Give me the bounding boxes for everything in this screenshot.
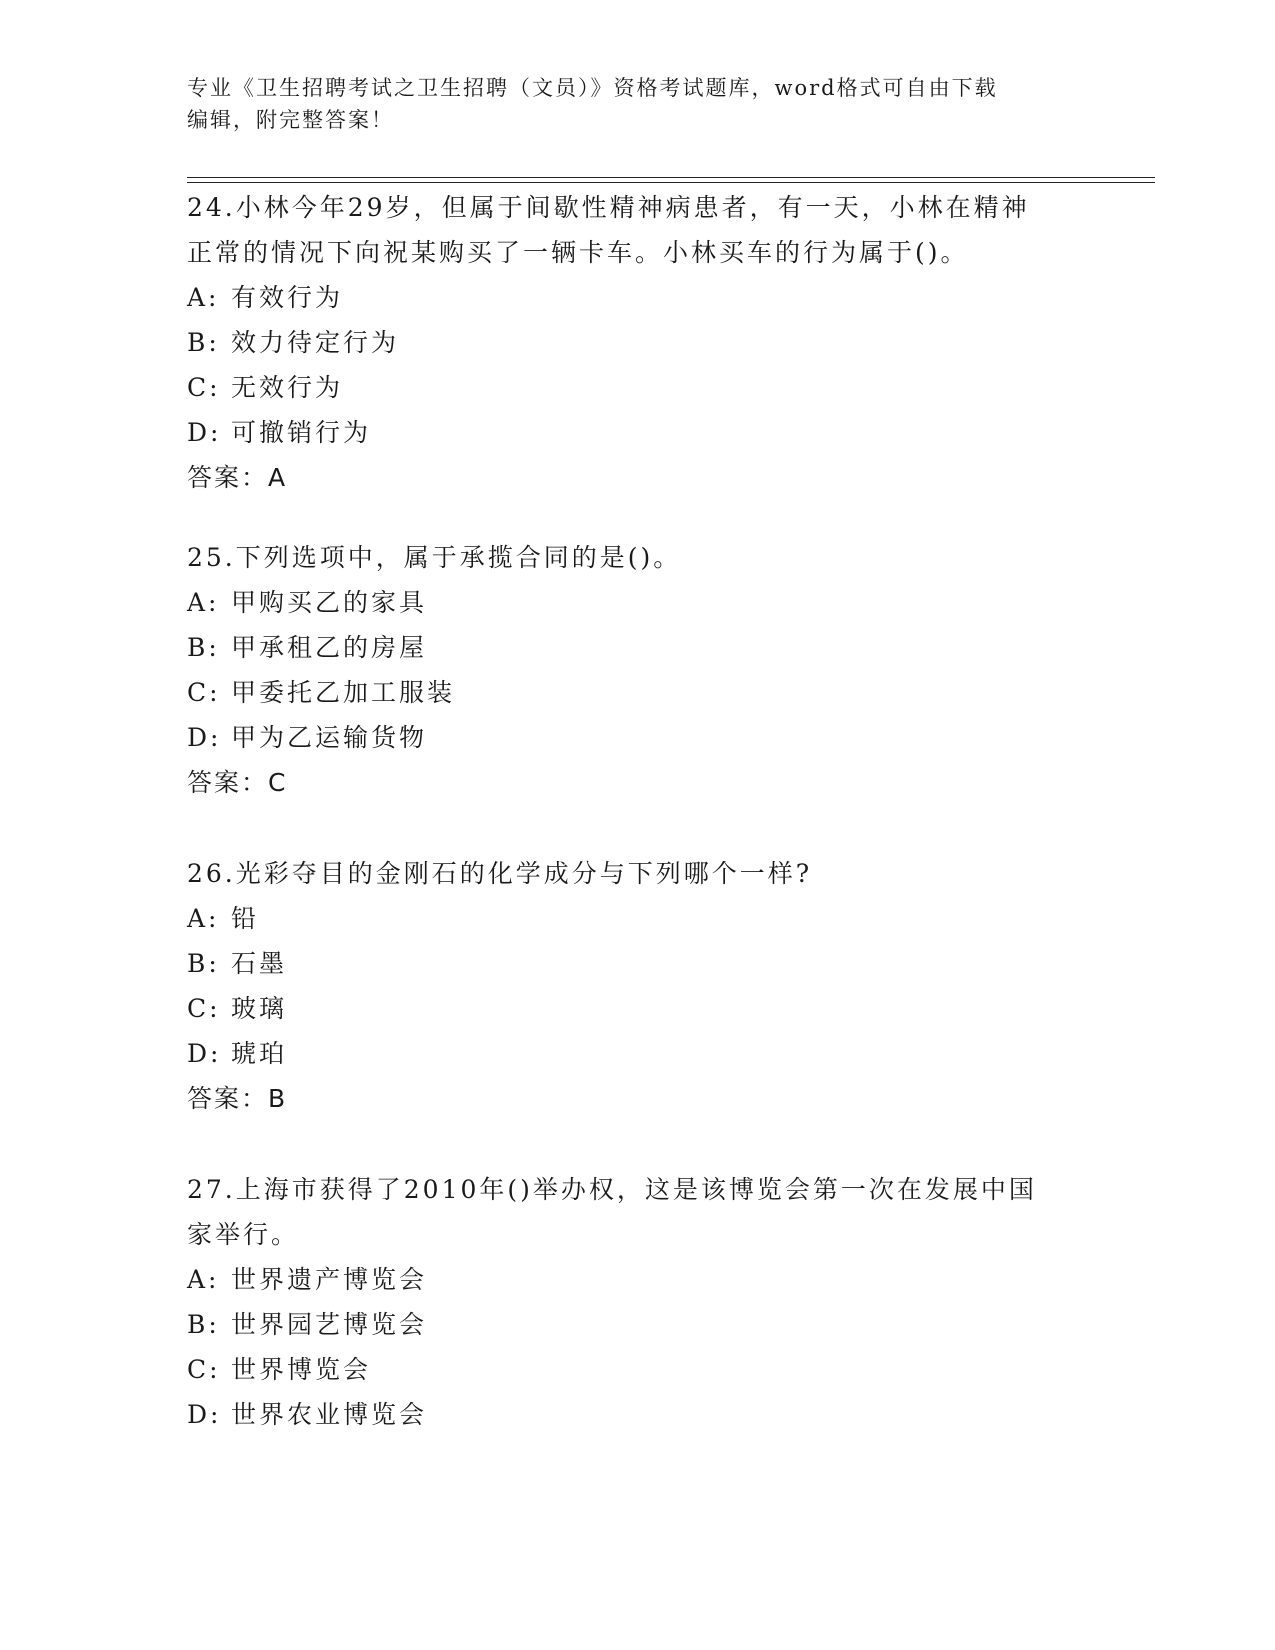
option-key: D: <box>187 1400 222 1429</box>
option-c <box>187 1347 1067 1392</box>
question-stem-line: 26.光彩夺目的金刚石的化学成分与下列哪个一样? <box>187 859 813 888</box>
header-divider-bottom <box>187 182 1155 183</box>
option-c <box>187 670 1067 715</box>
option-a <box>187 1257 1067 1302</box>
option-text: 效力待定行为 <box>231 328 400 357</box>
option-text: 石墨 <box>231 949 288 978</box>
question-24 <box>187 185 1067 500</box>
header-line-1: 专业《卫生招聘考试之卫生招聘（文员）》资格考试题库，word格式可自由下载 <box>187 76 998 100</box>
option-c <box>187 986 1067 1031</box>
question-27 <box>187 1167 1067 1437</box>
option-key: D: <box>187 418 222 447</box>
option-text: 玻璃 <box>231 994 288 1023</box>
header-divider-top <box>187 177 1155 178</box>
option-key: C: <box>187 678 221 707</box>
option-d <box>187 1392 1067 1437</box>
option-b <box>187 320 1067 365</box>
option-text: 世界园艺博览会 <box>231 1310 428 1339</box>
option-d <box>187 1031 1067 1076</box>
option-key: A: <box>187 283 220 312</box>
option-text: 世界遗产博览会 <box>231 1265 428 1294</box>
answer: 答案：B <box>187 1084 288 1113</box>
option-text: 无效行为 <box>231 373 344 402</box>
option-key: B: <box>187 328 220 357</box>
option-text: 世界农业博览会 <box>231 1400 428 1429</box>
document-header <box>187 72 1067 136</box>
option-text: 铅 <box>231 904 260 933</box>
option-text: 琥珀 <box>231 1039 288 1068</box>
option-key: A: <box>187 1265 220 1294</box>
question-stem-line: 家举行。 <box>187 1220 300 1249</box>
answer: 答案：A <box>187 463 288 492</box>
option-key: B: <box>187 633 220 662</box>
option-key: B: <box>187 1310 220 1339</box>
question-stem-line: 27.上海市获得了2010年()举办权，这是该博览会第一次在发展中国 <box>187 1175 1037 1204</box>
option-key: C: <box>187 1355 221 1384</box>
question-26 <box>187 851 1067 1121</box>
option-text: 可撤销行为 <box>231 418 372 447</box>
option-d <box>187 410 1067 455</box>
option-key: C: <box>187 373 221 402</box>
option-text: 甲为乙运输货物 <box>231 723 428 752</box>
option-text: 甲承租乙的房屋 <box>231 633 428 662</box>
option-key: D: <box>187 723 222 752</box>
option-text: 有效行为 <box>231 283 344 312</box>
question-stem-line: 25.下列选项中，属于承揽合同的是()。 <box>187 543 682 572</box>
option-b <box>187 941 1067 986</box>
option-text: 甲购买乙的家具 <box>231 588 428 617</box>
question-stem-line: 正常的情况下向祝某购买了一辆卡车。小林买车的行为属于()。 <box>187 238 969 267</box>
option-c <box>187 365 1067 410</box>
option-b <box>187 1302 1067 1347</box>
option-key: C: <box>187 994 221 1023</box>
answer: 答案：C <box>187 768 288 797</box>
option-a <box>187 580 1067 625</box>
question-stem-line: 24.小林今年29岁，但属于间歇性精神病患者，有一天，小林在精神 <box>187 193 1030 222</box>
question-25 <box>187 535 1067 805</box>
option-key: A: <box>187 904 220 933</box>
option-key: B: <box>187 949 220 978</box>
option-a <box>187 275 1067 320</box>
option-text: 甲委托乙加工服装 <box>231 678 456 707</box>
option-key: A: <box>187 588 220 617</box>
option-a <box>187 896 1067 941</box>
option-text: 世界博览会 <box>231 1355 372 1384</box>
option-d <box>187 715 1067 760</box>
option-b <box>187 625 1067 670</box>
option-key: D: <box>187 1039 222 1068</box>
header-line-2: 编辑，附完整答案！ <box>187 108 394 132</box>
